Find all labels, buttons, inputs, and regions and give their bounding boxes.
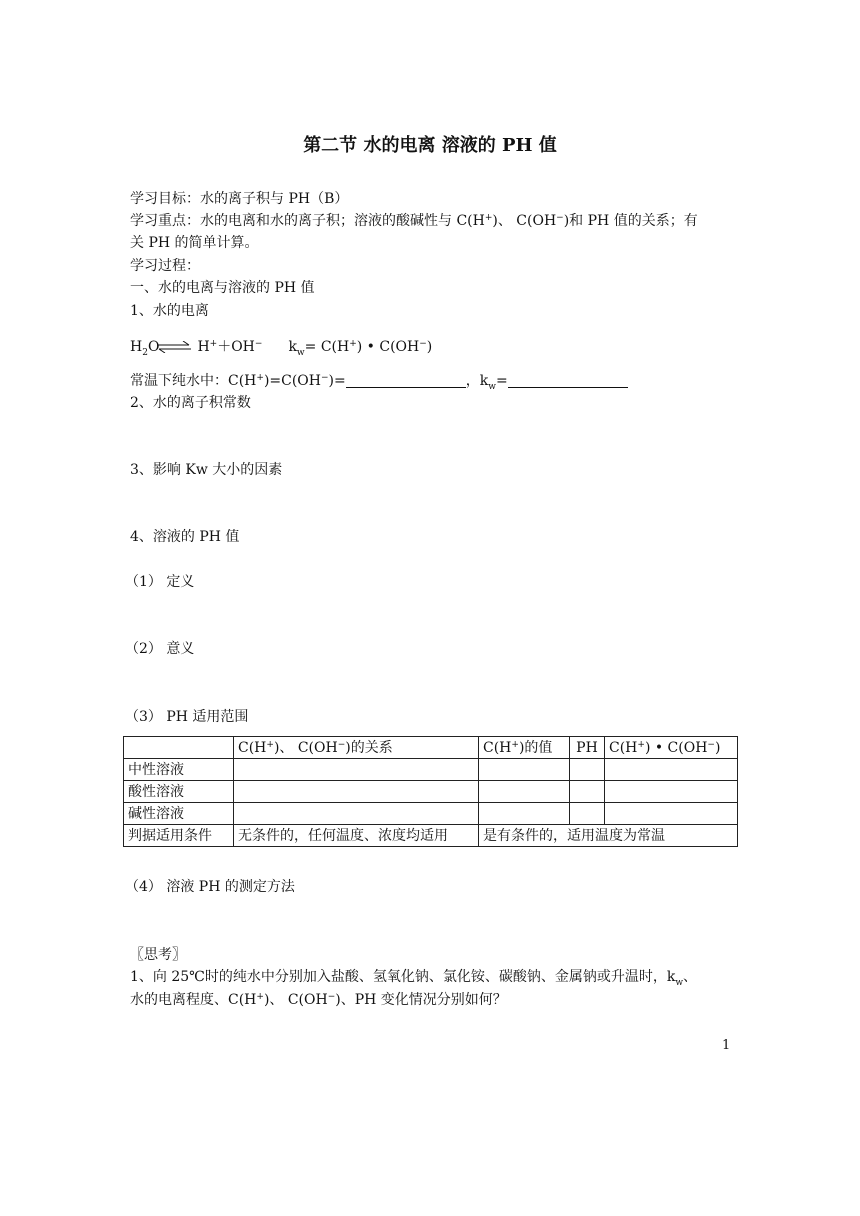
table-cell[interactable] [479,781,570,803]
row-label-acidic: 酸性溶液 [124,781,234,803]
table-header-h-value: C(H+)的值 [479,737,570,759]
table-header-row [124,737,738,759]
sub-definition: （1） 定义 [125,574,195,590]
learning-objectives: 学习目标：水的离子积与 PH（B） [130,191,349,207]
table-header-relation: C(H+)、 C(OH−)的关系 [234,737,479,759]
sub-meaning: （2） 意义 [125,641,195,657]
table-cell[interactable] [605,759,738,781]
row-label-basic: 碱性溶液 [124,803,234,825]
process-label: 学习过程： [130,258,200,274]
answer-blank[interactable] [346,373,466,388]
key-points-line1: 学习重点：水的电离和水的离子积；溶液的酸碱性与 C(H+)、 C(OH−)和 PH 值的关系；有 [130,213,698,229]
table-footer-row [124,825,738,847]
table-cell[interactable] [234,781,479,803]
item-kw-factors: 3、影响 Kw 大小的因素 [130,462,283,478]
question-line2: 水的电离程度、C(H+)、 C(OH−)、PH 变化情况分别如何？ [130,992,507,1008]
page-number: 1 [722,1038,731,1053]
table-cell[interactable] [234,759,479,781]
question-line1: 1、向 25℃时的纯水中分别加入盐酸、氢氧化钠、氯化铵、碳酸钠、金属钠或升温时，$k_w$、 [130,969,698,988]
table-cell[interactable] [479,759,570,781]
table-cell [124,737,234,759]
room-temperature-line: 常温下纯水中：C(H+)=C(OH−)= ，$k_w=$ [130,372,628,396]
table-cell[interactable] [605,781,738,803]
condition-room-temp: 是有条件的，适用温度为常温 [479,825,738,847]
table-header-product: C(H+) • C(OH−) [605,737,738,759]
sub-applicable-range: （3） PH 适用范围 [125,709,249,725]
table-row [124,803,738,825]
section-heading: 一、水的电离与溶液的 PH 值 [130,280,315,296]
condition-unconditional: 无条件的，任何温度、浓度均适用 [234,825,479,847]
ph-range-table [123,736,738,847]
item-ion-product: 2、水的离子积常数 [130,395,251,411]
think-label: 〖思考〗 [130,947,186,963]
table-cell[interactable] [570,781,605,803]
table-header-ph: PH [570,737,605,759]
table-row [124,759,738,781]
reversible-arrow-icon [157,341,191,353]
item-ph-value: 4、溶液的 PH 值 [130,529,240,545]
row-label-neutral: 中性溶液 [124,759,234,781]
table-cell[interactable] [570,759,605,781]
table-row [124,781,738,803]
answer-blank[interactable] [508,373,628,388]
table-cell[interactable] [234,803,479,825]
table-cell[interactable] [605,803,738,825]
sub-measurement-method: （4） 溶液 PH 的测定方法 [125,879,295,895]
ionization-equation: $H_2O$ H+＋OH− $k_w= C(H^+)$ • C(OH−) [130,339,433,358]
row-label-criteria: 判据适用条件 [124,825,234,847]
page-title: 第二节 水的电离 溶液的 PH 值 [303,135,557,156]
key-points-line2: 关 PH 的简单计算。 [130,235,259,251]
table-cell[interactable] [570,803,605,825]
item-water-ionization: 1、水的电离 [130,303,209,319]
table-cell[interactable] [479,803,570,825]
